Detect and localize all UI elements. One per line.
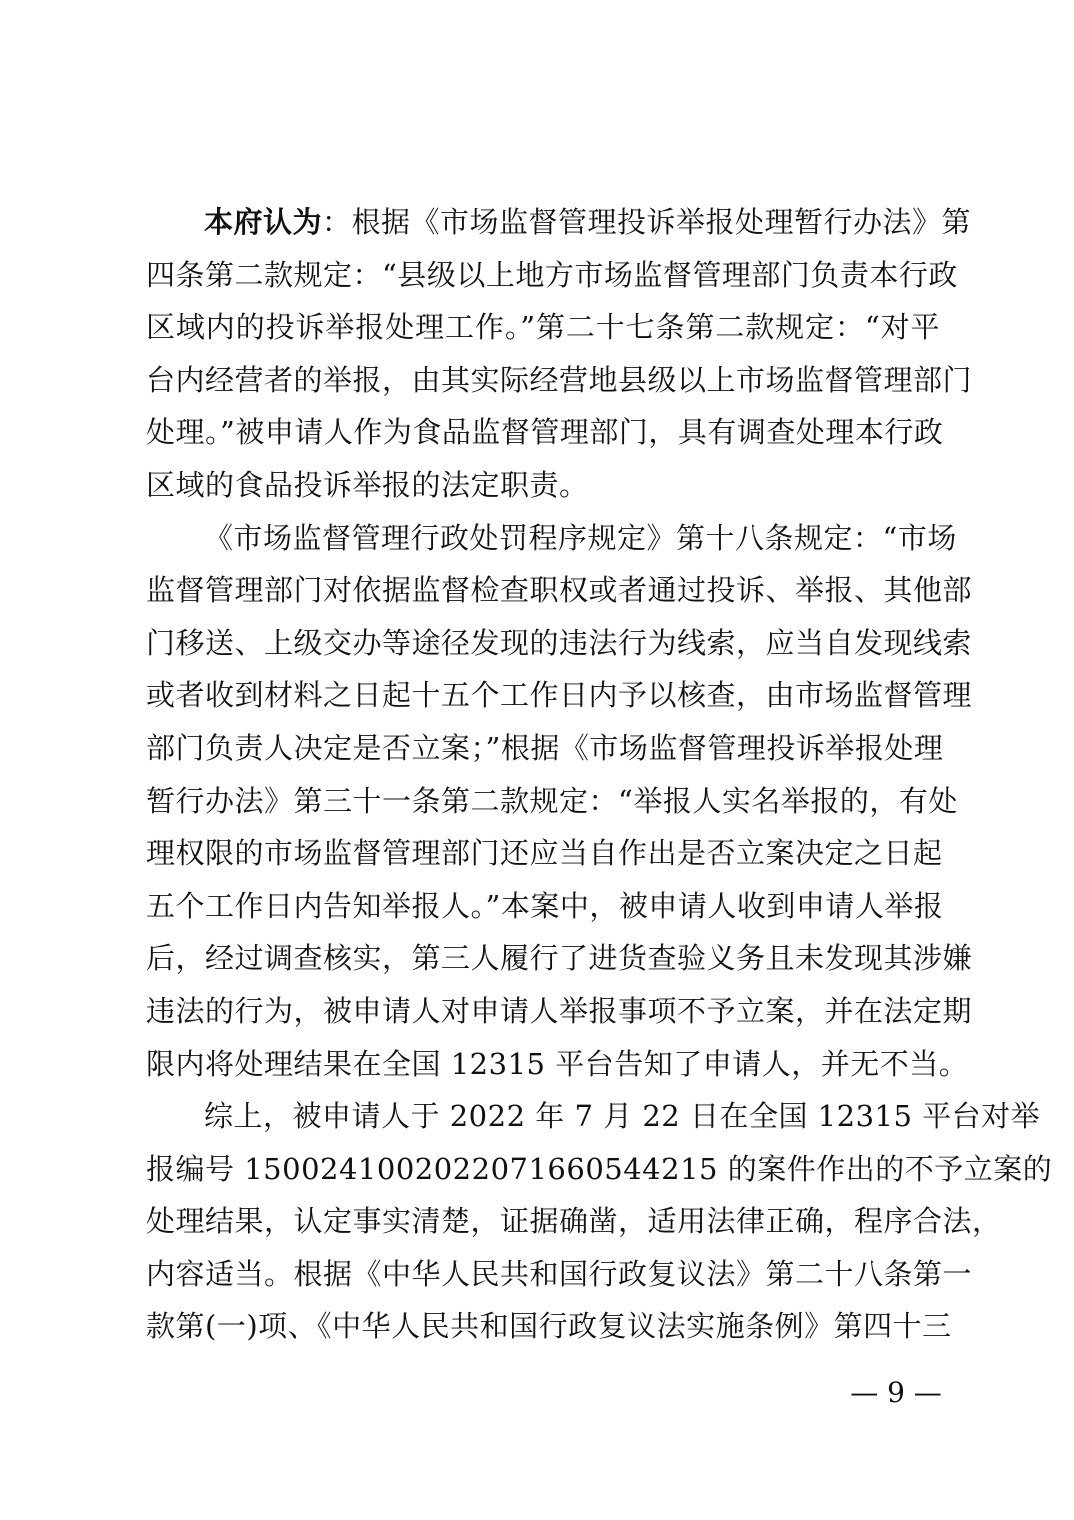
paragraph-1-line-4: 台内经营者的举报，由其实际经营地县级以上市场监督管理部门 [146,362,973,397]
paragraph-1-line-3: 区域内的投诉举报处理工作。”第二十七条第二款规定：“对平 [146,310,940,345]
paragraph-1-line-6: 区域的食品投诉举报的法定职责。 [146,467,589,502]
paragraph-1-line-1-text: ：根据《市场监督管理投诉举报处理暂行办法》第 [322,205,972,239]
paragraph-2-line-1: 《市场监督管理行政处罚程序规定》第十八条规定：“市场 [204,520,957,555]
paragraph-2-line-9: 后，经过调查核实，第三人履行了进货查验义务且未发现其涉嫌 [146,941,973,976]
paragraph-3-line-5: 款第(一)项、《中华人民共和国行政复议法实施条例》第四十三 [146,1309,952,1344]
document-body [146,196,1053,1353]
page-number: — 9 — [850,1376,942,1409]
paragraph-2-line-2: 监督管理部门对依据监督检查职权或者通过投诉、举报、其他部 [146,573,973,608]
paragraph-3-line-1: 综上，被申请人于 2022 年 7 月 22 日在全国 12315 平台对举 [204,1099,1041,1134]
paragraph-2-line-5: 部门负责人决定是否立案；”根据《市场监督管理投诉举报处理 [146,730,944,765]
paragraph-1-line-1 [146,196,972,249]
paragraph-1-line-5: 处理。”被申请人作为食品监督管理部门，具有调查处理本行政 [146,415,944,450]
paragraph-2-line-6: 暂行办法》第三十一条第二款规定：“举报人实名举报的，有处 [146,783,958,818]
paragraph-2-line-3: 门移送、上级交办等途径发现的违法行为线索，应当自发现线索 [146,625,973,660]
paragraph-2-line-11: 限内将处理结果在全国 12315 平台告知了申请人，并无不当。 [146,1046,969,1081]
paragraph-lead-heading: 本府认为 [204,205,323,239]
paragraph-3-line-4: 内容适当。根据《中华人民共和国行政复议法》第二十八条第一 [146,1256,973,1291]
paragraph-2-line-7: 理权限的市场监督管理部门还应当自作出是否立案决定之日起 [146,836,943,871]
paragraph-3-line-3: 处理结果，认定事实清楚，证据确凿，适用法律正确，程序合法， [146,1204,1002,1239]
paragraph-1-line-2: 四条第二款规定：“县级以上地方市场监督管理部门负责本行政 [146,257,958,292]
paragraph-3-line-2: 报编号 1500241002022071660544215 的案件作出的不予立案的 [146,1151,1053,1186]
paragraph-2-line-10: 违法的行为，被申请人对申请人举报事项不予立案，并在法定期 [146,993,973,1028]
paragraph-2-line-8: 五个工作日内告知举报人。”本案中，被申请人收到申请人举报 [146,888,944,923]
paragraph-2-line-4: 或者收到材料之日起十五个工作日内予以核查，由市场监督管理 [146,678,973,713]
